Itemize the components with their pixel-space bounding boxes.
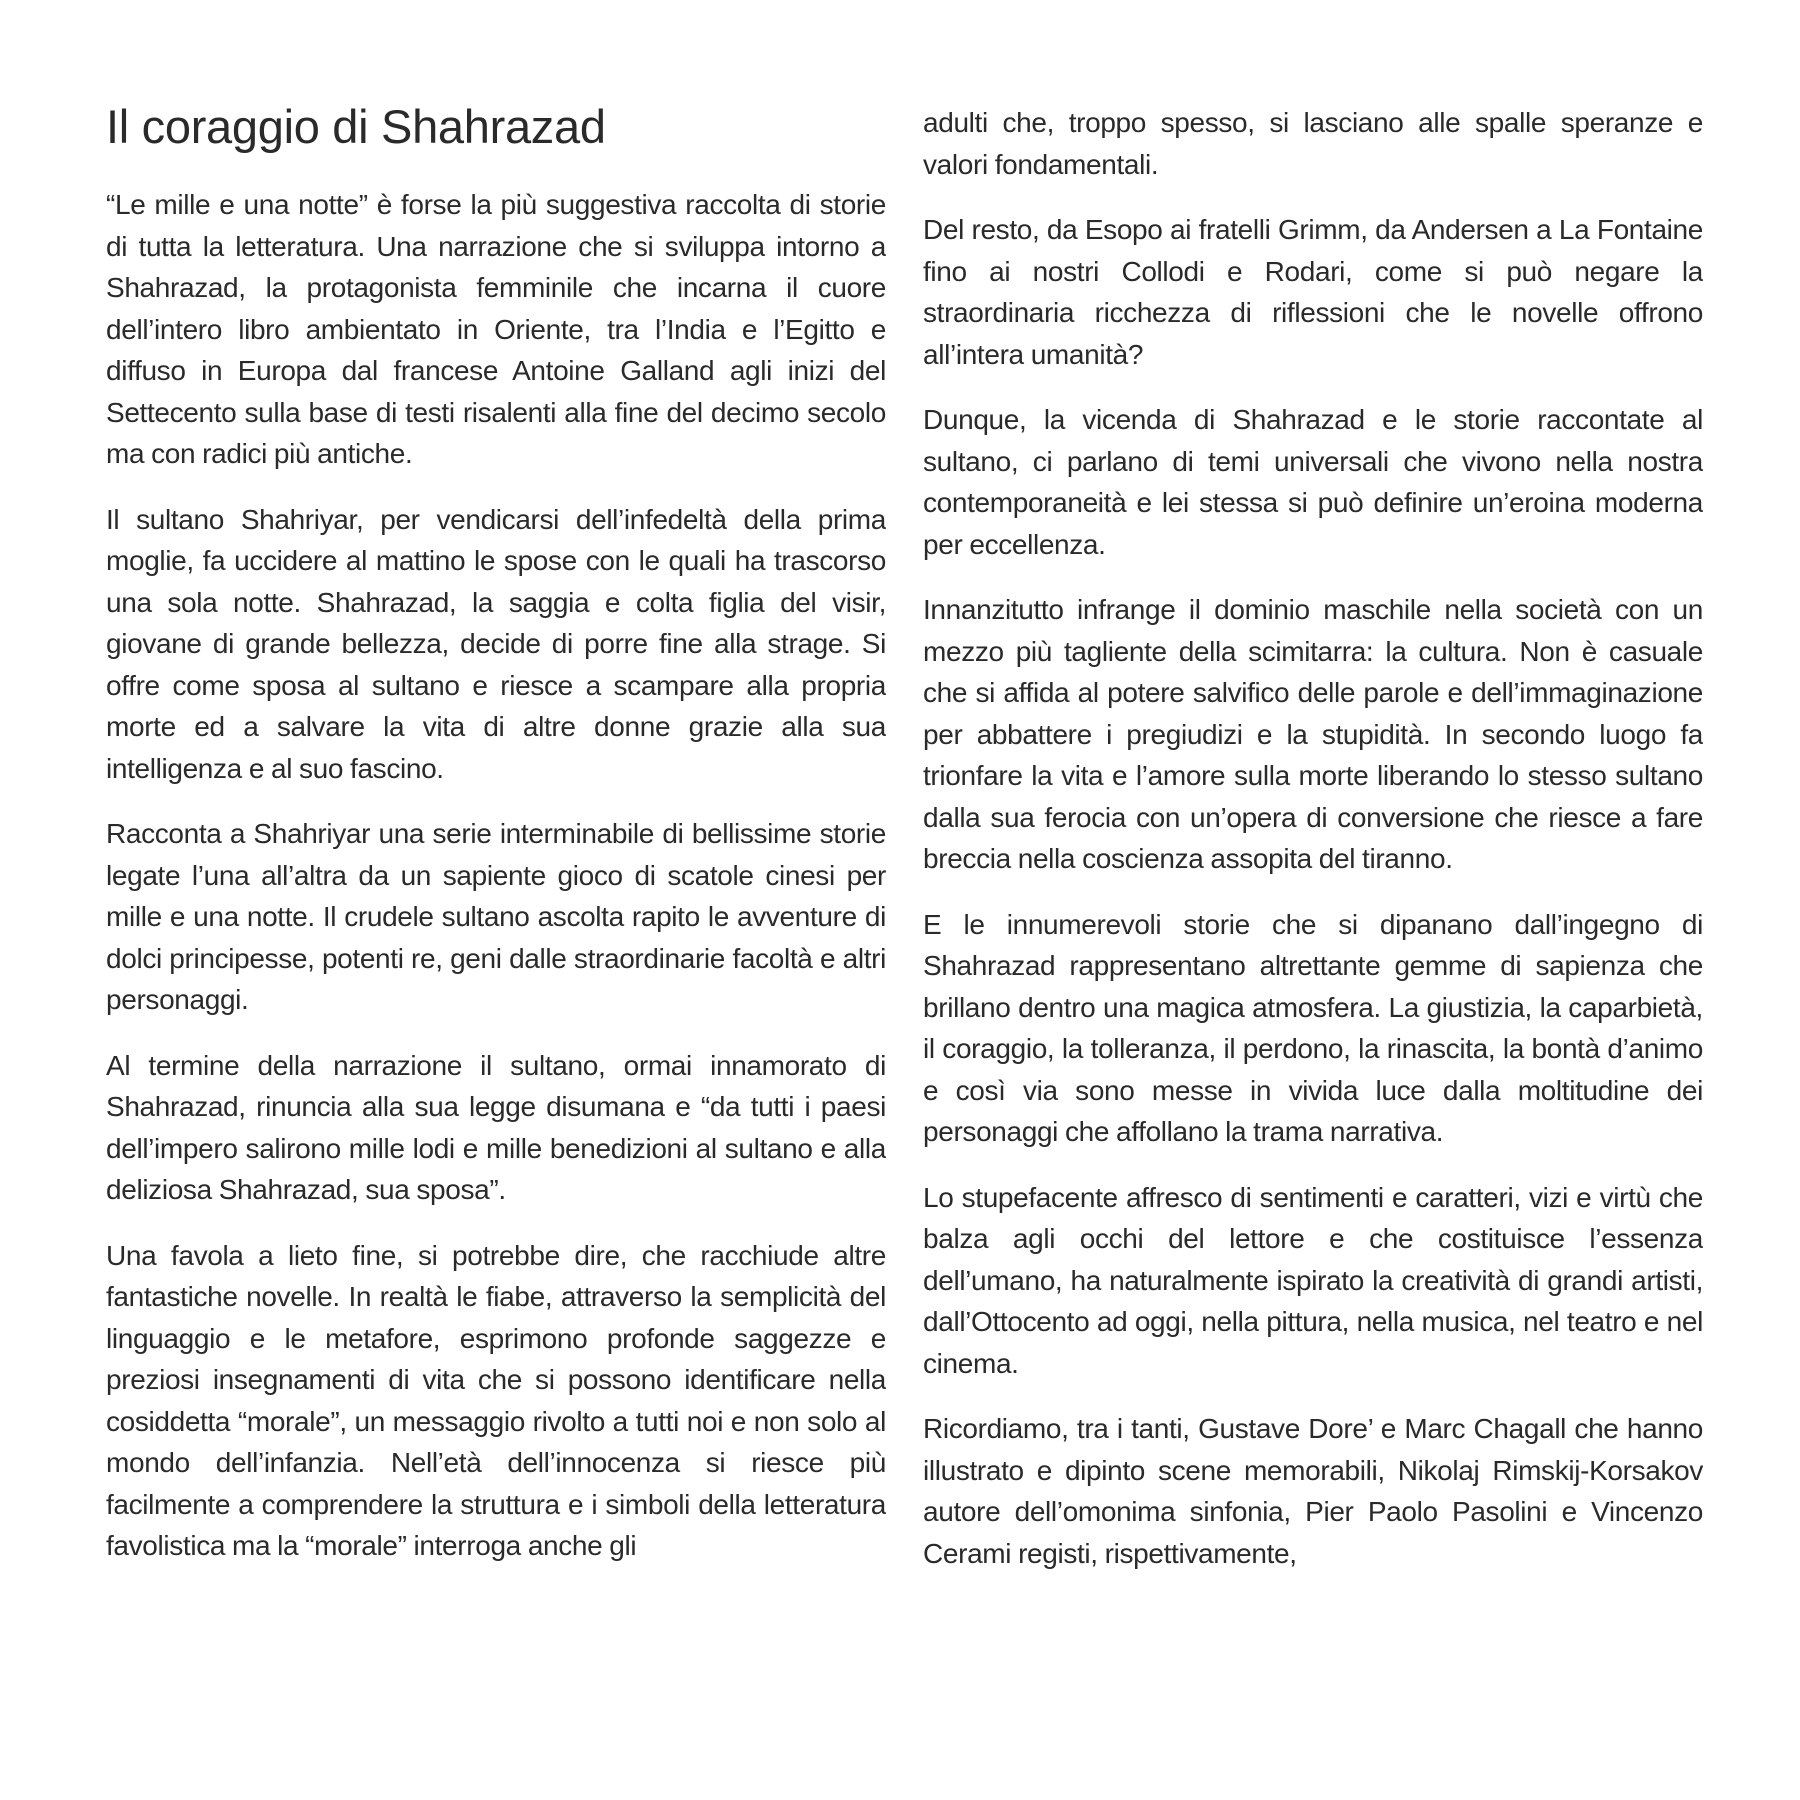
paragraph: Il sultano Shahriyar, per vendicarsi dell’infedeltà della prima moglie, fa uccidere al mattino le spose con le quali ha trascorso una sola notte. Shahrazad, la saggia e colta figlia del visir, giovane di grande bellezza, decide di porre fine alla strage. Si offre come sposa al sultano e riesce a scampare alla propria morte ed a salvare la vita di altre donne grazie alla sua intelligenza e al suo fascino. xyxy=(106,503,886,784)
paragraph: Racconta a Shahriyar una serie interminabile di bellissime storie legate l’una all’altra da un sapiente gioco di scatole cinesi per mille e una notte. Il crudele sultano ascolta rapito le avventure di dolci principesse, potenti re, geni dalle straordinarie facoltà e altri personaggi. xyxy=(106,818,886,1016)
paragraph: adulti che, troppo spesso, si lasciano alle spalle speranze e valori fondamentali. xyxy=(923,107,1703,180)
paragraph: Dunque, la vicenda di Shahrazad e le storie raccontate al sultano, ci parlano di temi universali che vivono nella nostra contemporaneità e lei stessa si può definire un’eroina moderna per eccellenza. xyxy=(923,404,1703,560)
paragraph: Del resto, da Esopo ai fratelli Grimm, da Andersen a La Fontaine fino ai nostri Collodi e Rodari, come si può negare la straordinaria ricchezza di riflessioni che le novelle offrono all’intera umanità? xyxy=(923,214,1703,370)
article-title: Il coraggio di Shahrazad xyxy=(106,100,606,153)
paragraph: Ricordiamo, tra i tanti, Gustave Dore’ e Marc Chagall che hanno illustrato e dipinto scene memorabili, Nikolaj Rimskij-Korsakov autore dell’omonima sinfonia, Pier Paolo Pasolini e Vincenzo Cerami registi, rispettivamente, xyxy=(923,1413,1703,1569)
left-column xyxy=(106,92,886,1712)
paragraph: E le innumerevoli storie che si dipanano dall’ingegno di Shahrazad rappresentano altrettante gemme di sapienza che brillano dentro una magica atmosfera. La giustizia, la caparbietà, il coraggio, la tolleranza, il perdono, la rinascita, la bontà d’animo e così via sono messe in vivida luce dalla moltitudine dei personaggi che affollano la trama narrativa. xyxy=(923,908,1703,1147)
paragraph: “Le mille e una notte” è forse la più suggestiva raccolta di storie di tutta la letteratura. Una narrazione che si sviluppa intorno a Shahrazad, la protagonista femminile che incarna il cuore dell’intero libro ambientato in Oriente, tra l’India e l’Egitto e diffuso in Europa dal francese Antoine Galland agli inizi del Settecento sulla base di testi risalenti alla fine del decimo secolo ma con radici più antiche. xyxy=(106,189,886,470)
paragraph: Lo stupefacente affresco di sentimenti e caratteri, vizi e virtù che balza agli occhi del lettore e che costituisce l’essenza dell’umano, ha naturalmente ispirato la creatività di grandi artisti, dall’Ottocento ad oggi, nella pittura, nella musica, nel teatro e nel cinema. xyxy=(923,1181,1703,1379)
paragraph: Al termine della narrazione il sultano, ormai innamorato di Shahrazad, rinuncia alla sua legge disumana e “da tutti i paesi dell’impero salirono mille lodi e mille benedizioni al sultano e alla deliziosa Shahrazad, sua sposa”. xyxy=(106,1049,886,1206)
paragraph: Innanzitutto infrange il dominio maschile nella società con un mezzo più tagliente della scimitarra: la cultura. Non è casuale che si affida al potere salvifico delle parole e dell’immaginazione per abbattere i pregiudizi e la stupidità. In secondo luogo fa trionfare la vita e l’amore sulla morte liberando lo stesso sultano dalla sua ferocia con un’opera di conversione che riesce a fare breccia nella coscienza assopita del tiranno. xyxy=(923,594,1703,874)
paragraph: Una favola a lieto fine, si potrebbe dire, che racchiude altre fantastiche novelle. In realtà le fiabe, attraverso la semplicità del linguaggio e le metafore, esprimono profonde saggezze e preziosi insegnamenti di vita che si possono identificare nella cosiddetta “morale”, un messaggio rivolto a tutti noi e non solo al mondo dell’infanzia. Nell’età dell’innocenza si riesce più facilmente a comprendere la struttura e i simboli della letteratura favolistica ma la “morale” interroga anche gli xyxy=(106,1239,886,1562)
right-column xyxy=(923,92,1703,1712)
